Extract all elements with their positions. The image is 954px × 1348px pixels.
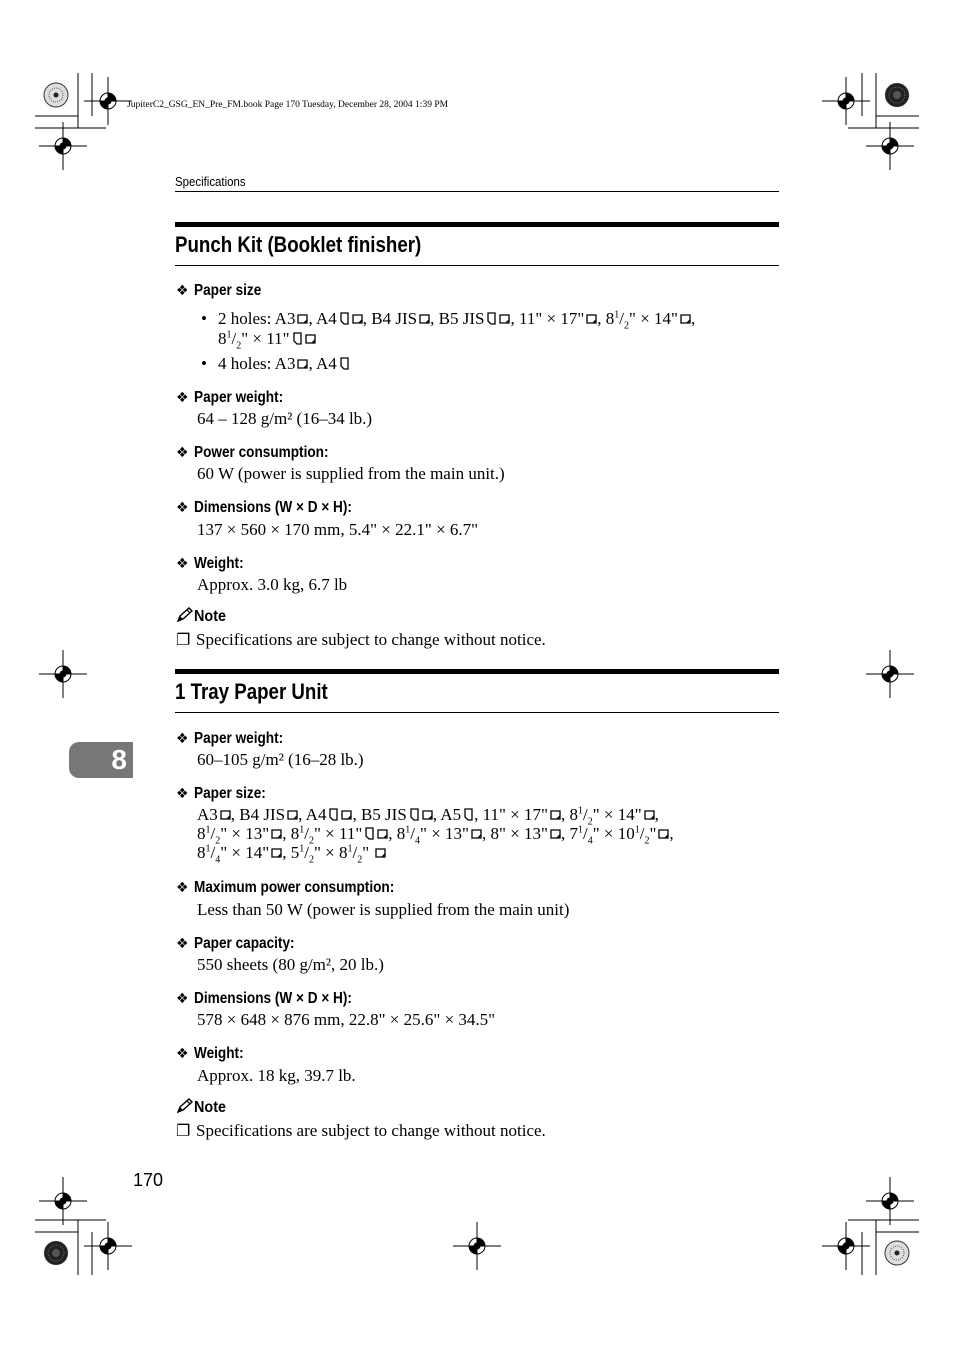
landscape-icon [422, 808, 433, 821]
weight-value: Approx. 3.0 kg, 6.7 lb [197, 575, 348, 594]
spec-heading-power: ❖ Power consumption: [176, 444, 329, 461]
landscape-icon [419, 312, 430, 325]
diamond-bullet-icon: ❖ [176, 990, 189, 1006]
portrait-icon [409, 808, 420, 821]
diamond-bullet-icon: ❖ [176, 555, 189, 571]
section-title-tray-unit: 1 Tray Paper Unit [175, 679, 328, 704]
note-heading: Note [176, 607, 230, 626]
spec-heading-paper-size: ❖ Paper size: [176, 785, 266, 802]
landscape-icon [375, 846, 386, 859]
spec-heading-weight: ❖ Weight: [176, 555, 244, 572]
paper-size-bullet-2: 4 holes: A3 , A4 [218, 354, 350, 374]
header-rule [175, 191, 779, 192]
running-header: Specifications [175, 174, 246, 189]
landscape-icon [550, 827, 561, 840]
landscape-icon [220, 808, 231, 821]
note-text: Specifications are subject to change without notice. [196, 630, 546, 649]
diamond-bullet-icon: ❖ [176, 730, 189, 746]
paper-weight-value: 60–105 g/m² (16–28 lb.) [197, 750, 364, 769]
spec-heading-paper-size: ❖ Paper size [176, 282, 262, 299]
spec-heading-dimensions: ❖ Dimensions (W × D × H): [176, 499, 352, 516]
spec-heading-max-power: ❖ Maximum power consumption: [176, 879, 395, 896]
pencil-icon [176, 607, 194, 623]
diamond-bullet-icon: ❖ [176, 879, 189, 895]
portrait-icon [339, 357, 350, 370]
landscape-icon [644, 808, 655, 821]
paper-size-value: A3 , B4 JIS , A4 , B5 JIS , A5 , 11" × 17" , $8^1/_2$" × 14" , $8^1/_2$" × 13" , $8^1/_2$" × 11" , $8^1/_4$" × 13" , 8" × 13" , $7^1/_4$" × $10^1/_2$" , $8^1/_4$" × 14" , $5^1/_2$" × $8^1/_2$" [197, 805, 674, 866]
landscape-icon [305, 332, 316, 345]
landscape-icon [471, 827, 482, 840]
diamond-bullet-icon: ❖ [176, 444, 189, 460]
landscape-icon [658, 827, 669, 840]
landscape-icon [377, 827, 388, 840]
diamond-bullet-icon: ❖ [176, 1045, 189, 1061]
diamond-bullet-icon: ❖ [176, 785, 189, 801]
checkbox-icon: ❐ [176, 1123, 191, 1140]
weight-value: Approx. 18 kg, 39.7 lb. [197, 1066, 356, 1085]
diamond-bullet-icon: ❖ [176, 935, 189, 951]
page-number: 170 [133, 1170, 164, 1190]
portrait-icon [292, 332, 303, 345]
spec-heading-dimensions: ❖ Dimensions (W × D × H): [176, 990, 352, 1007]
landscape-icon [680, 312, 691, 325]
portrait-icon [486, 312, 497, 325]
landscape-icon [297, 357, 308, 370]
landscape-icon [271, 846, 282, 859]
landscape-icon [586, 312, 597, 325]
landscape-icon [287, 808, 298, 821]
landscape-icon [271, 827, 282, 840]
dimensions-value: 578 × 648 × 876 mm, 22.8" × 25.6" × 34.5" [197, 1010, 496, 1029]
portrait-icon [364, 827, 375, 840]
landscape-icon [352, 312, 363, 325]
pencil-icon [176, 1098, 194, 1114]
section-rule-bottom [175, 712, 779, 713]
section-rule-top [175, 222, 779, 227]
landscape-icon [550, 808, 561, 821]
section-rule-bottom [175, 265, 779, 266]
diamond-bullet-icon: ❖ [176, 389, 189, 405]
section-rule-top [175, 669, 779, 674]
file-header: JupiterC2_GSG_EN_Pre_FM.book Page 170 Tuesday, December 28, 2004 1:39 PM [127, 100, 449, 110]
note-text: Specifications are subject to change without notice. [196, 1121, 546, 1140]
bullet-dot-icon: • [201, 354, 207, 373]
portrait-icon [463, 808, 474, 821]
portrait-icon [339, 312, 350, 325]
max-power-value: Less than 50 W (power is supplied from the main unit) [197, 900, 570, 919]
diamond-bullet-icon: ❖ [176, 499, 189, 515]
diamond-bullet-icon: ❖ [176, 282, 189, 298]
checkbox-icon: ❐ [176, 632, 191, 649]
paper-weight-value: 64 – 128 g/m² (16–34 lb.) [197, 409, 373, 428]
spec-heading-paper-weight: ❖ Paper weight: [176, 389, 284, 406]
chapter-tab [69, 742, 133, 778]
landscape-icon [341, 808, 352, 821]
note-heading: Note [176, 1098, 230, 1117]
section-title-punch-kit: Punch Kit (Booklet finisher) [175, 232, 422, 257]
power-value: 60 W (power is supplied from the main unit.) [197, 464, 505, 483]
spec-heading-paper-weight: ❖ Paper weight: [176, 730, 284, 747]
capacity-value: 550 sheets (80 g/m², 20 lb.) [197, 955, 384, 974]
landscape-icon [297, 312, 308, 325]
spec-heading-weight: ❖ Weight: [176, 1045, 244, 1062]
portrait-icon [328, 808, 339, 821]
spec-heading-capacity: ❖ Paper capacity: [176, 935, 295, 952]
paper-size-bullet-1: 2 holes: A3 , A4 , B4 JIS , B5 JIS , 11" × 17" , $8^1/_2$" × 14" , $8^1/_2$" × 11" [218, 309, 696, 352]
bullet-dot-icon: • [201, 309, 207, 328]
dimensions-value: 137 × 560 × 170 mm, 5.4" × 22.1" × 6.7" [197, 520, 479, 539]
landscape-icon [499, 312, 510, 325]
chapter-number: 8 [111, 744, 127, 775]
